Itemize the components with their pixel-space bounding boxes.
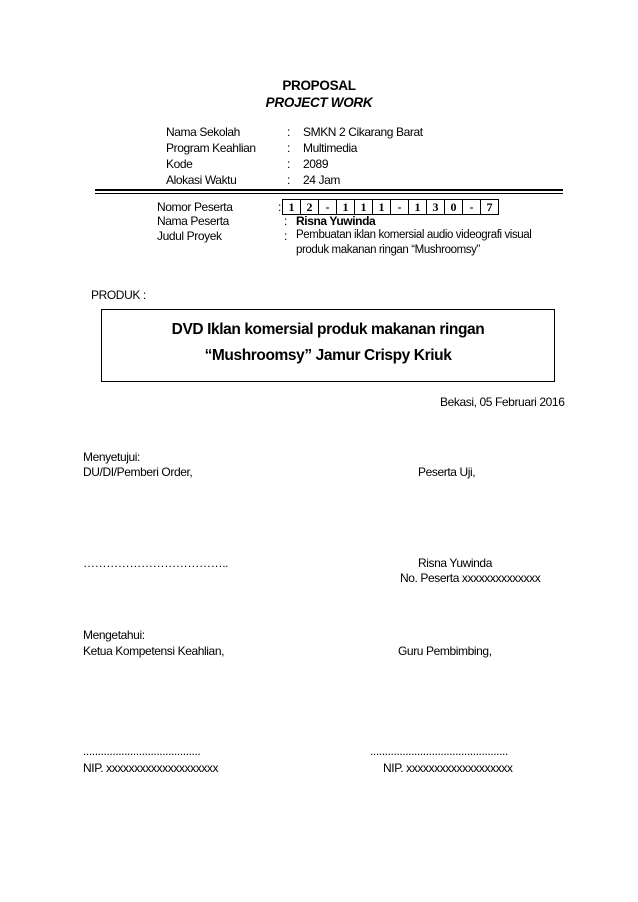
- judul-proyek-line2: produk makanan ringan “Mushroomsy”: [296, 244, 480, 256]
- nomor-digit-cell: 0: [445, 200, 463, 214]
- produk-line1: DVD Iklan komersial produk makanan ringan: [171, 321, 485, 338]
- ketua-label: Ketua Kompetensi Keahlian,: [83, 644, 225, 658]
- guru-label: Guru Pembimbing,: [398, 644, 492, 658]
- signature-line-left: ………………………………..: [83, 556, 229, 570]
- nomor-peserta-label: Nomor Peserta: [157, 200, 233, 214]
- du-di-label: DU/DI/Pemberi Order,: [83, 465, 193, 479]
- nomor-digit-cell: 1: [409, 200, 427, 214]
- nomor-digit-cell: 1: [355, 200, 373, 214]
- produk-line2: “Mushroomsy” Jamur Crispy Kriuk: [204, 347, 452, 364]
- alokasi-sep: :: [287, 173, 290, 187]
- nama-peserta-value: Risna Yuwinda: [296, 214, 376, 228]
- nama-peserta-sep: :: [284, 214, 287, 228]
- school-name-label: Nama Sekolah: [166, 125, 240, 139]
- kode-label: Kode: [166, 157, 193, 171]
- peserta-number: No. Peserta xxxxxxxxxxxxxx: [400, 571, 541, 585]
- program-value: Multimedia: [303, 141, 358, 155]
- divider-thin: [95, 193, 563, 194]
- nomor-digit-cell: -: [463, 200, 481, 214]
- nomor-peserta-boxes: [282, 199, 499, 215]
- school-name-value: SMKN 2 Cikarang Barat: [303, 125, 423, 139]
- nomor-digit-cell: 1: [337, 200, 355, 214]
- menyetujui-label: Menyetujui:: [83, 450, 140, 464]
- document-date: Bekasi, 05 Februari 2016: [440, 395, 565, 409]
- signature-line-ketua: ........................................: [83, 744, 201, 758]
- nomor-digit-cell: -: [391, 200, 409, 214]
- produk-label: PRODUK :: [91, 288, 146, 302]
- nomor-digit-cell: 3: [427, 200, 445, 214]
- program-sep: :: [287, 141, 290, 155]
- nomor-peserta-sep: :: [278, 200, 281, 214]
- program-label: Program Keahlian: [166, 141, 256, 155]
- kode-sep: :: [287, 157, 290, 171]
- mengetahui-label: Mengetahui:: [83, 628, 145, 642]
- nomor-digit-cell: 1: [283, 200, 301, 214]
- document-subtitle: PROJECT WORK: [265, 95, 373, 110]
- produk-box: [101, 309, 555, 382]
- nomor-digit-cell: 1: [373, 200, 391, 214]
- judul-proyek-sep: :: [284, 229, 287, 243]
- peserta-uji-label: Peserta Uji,: [418, 465, 476, 479]
- school-name-sep: :: [287, 125, 290, 139]
- nip-ketua: NIP. xxxxxxxxxxxxxxxxxxxx: [83, 761, 219, 775]
- kode-value: 2089: [303, 157, 329, 171]
- alokasi-label: Alokasi Waktu: [166, 173, 237, 187]
- judul-proyek-line1: Pembuatan iklan komersial audio videografi visual: [296, 229, 532, 241]
- alokasi-value: 24 Jam: [303, 173, 340, 187]
- divider-thick: [95, 189, 563, 191]
- signature-line-guru: ...............................................: [370, 744, 508, 758]
- nomor-digit-cell: 2: [301, 200, 319, 214]
- nomor-digit-cell: 7: [486, 200, 493, 214]
- judul-proyek-label: Judul Proyek: [157, 229, 222, 243]
- peserta-name: Risna Yuwinda: [418, 556, 492, 570]
- document-title: PROPOSAL: [282, 78, 356, 93]
- nomor-digit-cell: -: [319, 200, 337, 214]
- nip-guru: NIP. xxxxxxxxxxxxxxxxxxx: [383, 761, 513, 775]
- nama-peserta-label: Nama Peserta: [157, 214, 229, 228]
